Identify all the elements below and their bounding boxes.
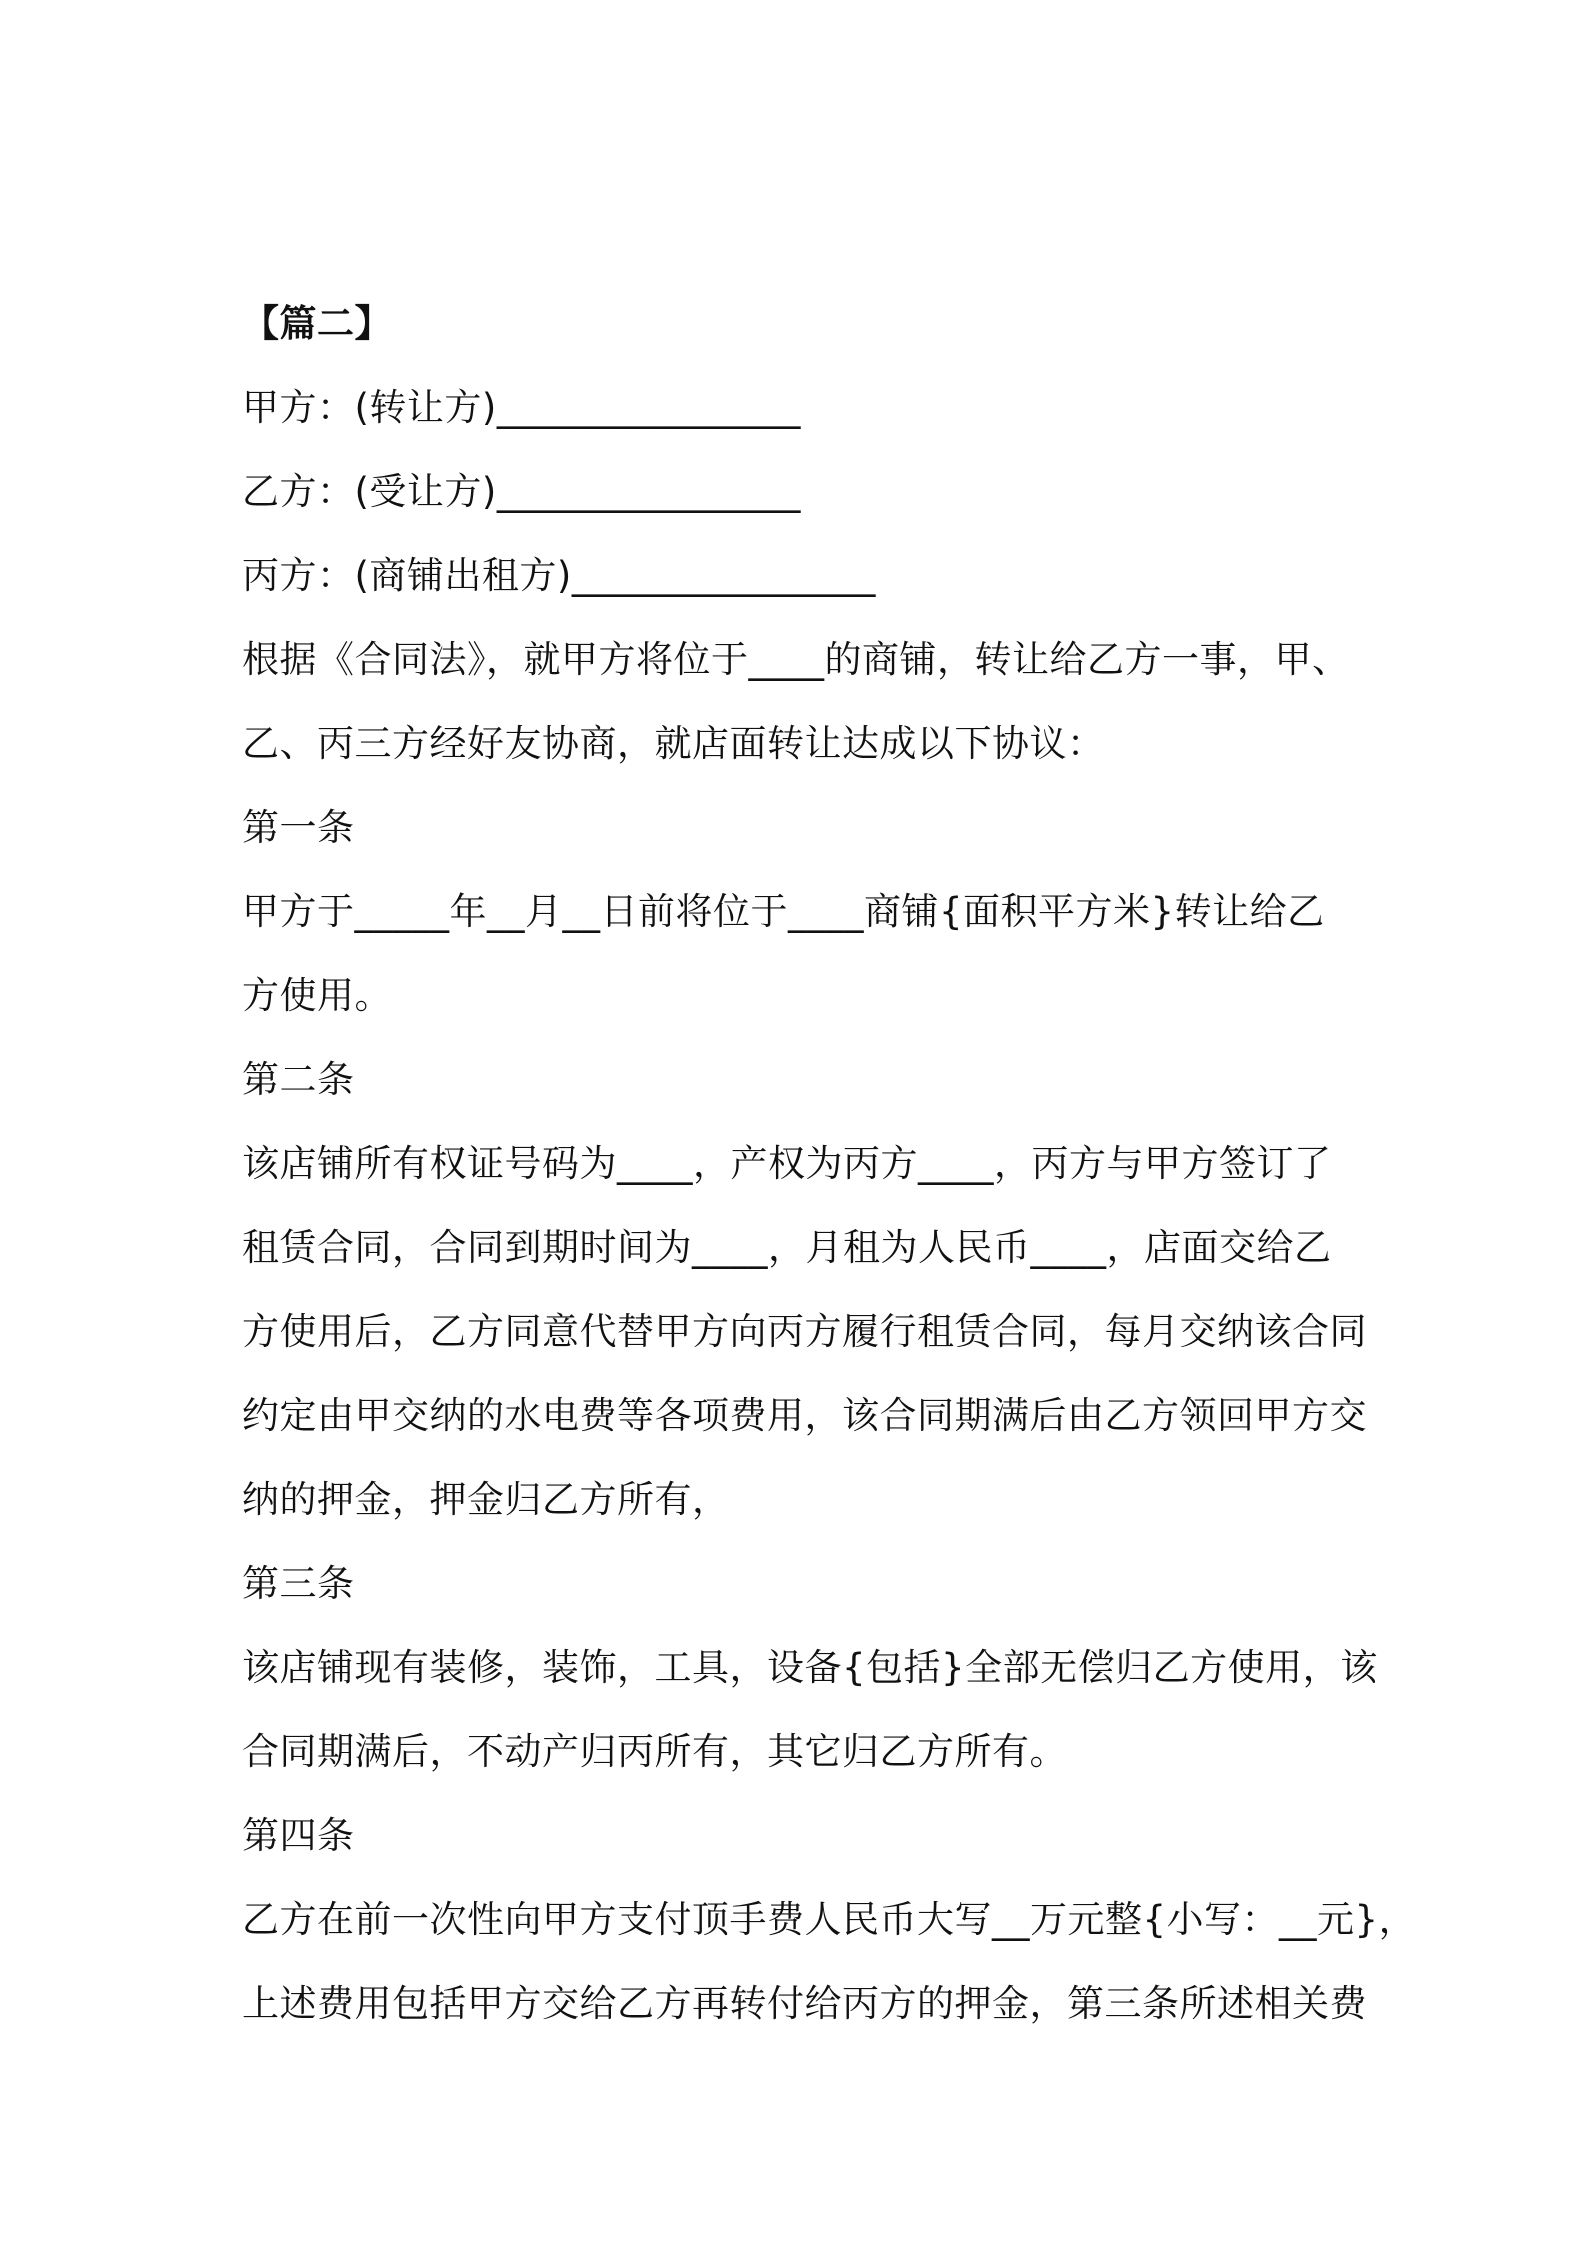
document-body: [242, 282, 1417, 2046]
article-3-line-1: 该店铺现有装修，装饰，工具，设备{包括}全部无偿归乙方使用，该: [242, 1646, 1378, 1689]
article-2-line-1: 该店铺所有权证号码为____，产权为丙方____，丙方与甲方签订了: [242, 1142, 1332, 1185]
article-2-line-4: 约定由甲交纳的水电费等各项费用，该合同期满后由乙方领回甲方交: [242, 1394, 1367, 1437]
preamble-line-2: 乙、丙三方经好友协商，就店面转让达成以下协议：: [242, 722, 1105, 765]
article-1-line-2: 方使用。: [242, 974, 392, 1017]
article-3-line-2: 合同期满后，不动产归丙所有，其它归乙方所有。: [242, 1730, 1067, 1773]
article-1-title: 第一条: [242, 806, 355, 849]
document-heading: 【篇二】: [242, 302, 392, 345]
article-2-line-5: 纳的押金，押金归乙方所有，: [242, 1478, 730, 1521]
party-a-line: 甲方：(转让方)________________: [242, 386, 801, 429]
party-c-line: 丙方：(商铺出租方)________________: [242, 554, 876, 597]
article-3-title: 第三条: [242, 1562, 355, 1605]
article-4-line-2: 上述费用包括甲方交给乙方再转付给丙方的押金，第三条所述相关费: [242, 1982, 1367, 2025]
article-2-line-3: 方使用后，乙方同意代替甲方向丙方履行租赁合同，每月交纳该合同: [242, 1310, 1367, 1353]
article-4-line-1: 乙方在前一次性向甲方支付顶手费人民币大写__万元整{小写：__元}，: [242, 1898, 1417, 1941]
article-1-line-1: 甲方于_____年__月__日前将位于____商铺{面积平方米}转让给乙: [242, 890, 1325, 933]
article-2-title: 第二条: [242, 1058, 355, 1101]
article-4-title: 第四条: [242, 1814, 355, 1857]
preamble-line-1: 根据《合同法》，就甲方将位于____的商铺，转让给乙方一事，甲、: [242, 638, 1350, 681]
article-2-line-2: 租赁合同，合同到期时间为____，月租为人民币____，店面交给乙: [242, 1226, 1332, 1269]
party-b-line: 乙方：(受让方)________________: [242, 470, 801, 513]
